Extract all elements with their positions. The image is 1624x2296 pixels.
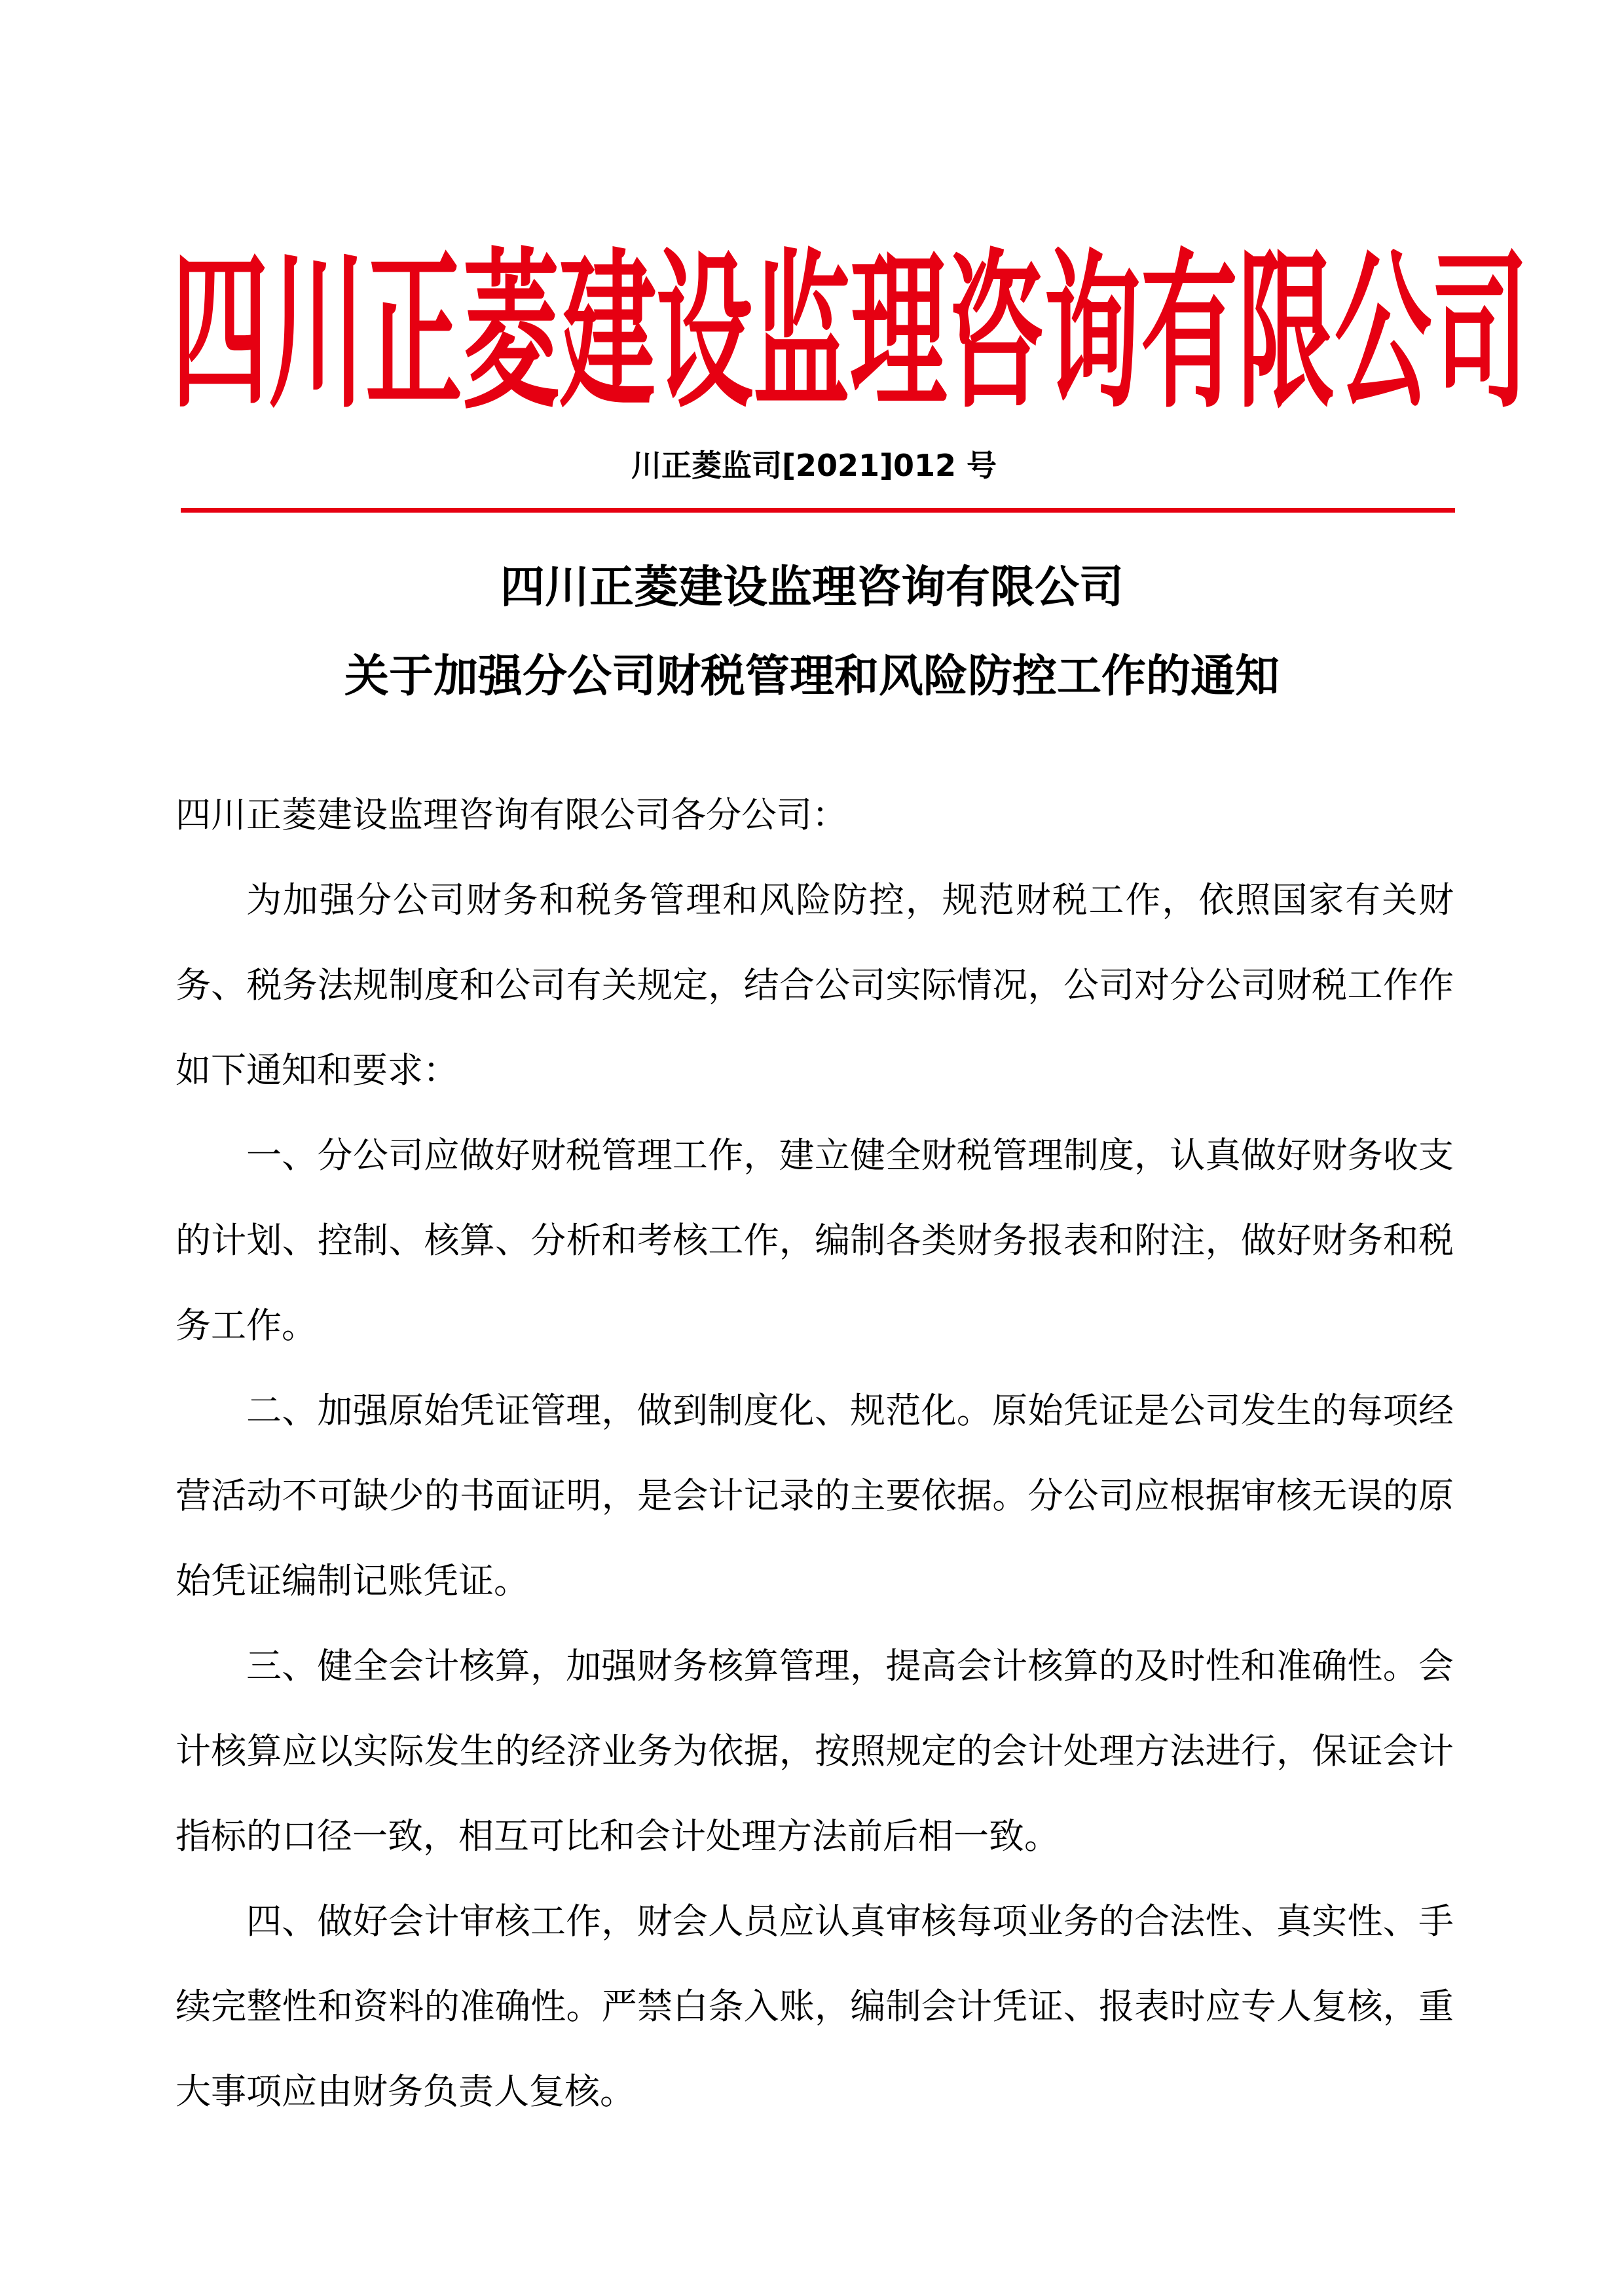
document-number: 川正菱监司[2021]012 号	[631, 448, 997, 483]
document-title-line-1: 四川正菱建设监理咨询有限公司	[500, 562, 1124, 613]
paragraph-item-1: 一、分公司应做好财税管理工作，建立健全财税管理制度，认真做好财务收支的计划、控制、核算、分析和考核工作，编制各类财务报表和附注，做好财务和税务工作。	[175, 1135, 1454, 1346]
paragraph-intro: 为加强分公司财务和税务管理和风险防控，规范财税工作，依照国家有关财务、税务法规制度和公司有关规定，结合公司实际情况，公司对分公司财税工作作如下通知和要求：	[175, 879, 1454, 1091]
letterhead-company-name: 四川正菱建设监理咨询有限公司	[172, 234, 1528, 431]
paragraph-item-4: 四、做好会计审核工作，财会人员应认真审核每项业务的合法性、真实性、手续完整性和资料的准确性。严禁白条入账，编制会计凭证、报表时应专人复核，重大事项应由财务负责人复核。	[175, 1901, 1454, 2112]
document-title-line-2: 关于加强分公司财税管理和风险防控工作的通知	[344, 651, 1280, 702]
letterhead-red-divider	[181, 508, 1455, 513]
paragraph-item-2: 二、加强原始凭证管理，做到制度化、规范化。原始凭证是公司发生的每项经营活动不可缺少的书面证明，是会计记录的主要依据。分公司应根据审核无误的原始凭证编制记账凭证。	[175, 1390, 1454, 1601]
paragraph-item-3: 三、健全会计核算，加强财务核算管理，提高会计核算的及时性和准确性。会计核算应以实际发生的经济业务为依据，按照规定的会计处理方法进行，保证会计指标的口径一致，相互可比和会计处理方法前后相一致。	[175, 1645, 1454, 1857]
document-body	[175, 773, 1454, 2134]
salutation: 四川正菱建设监理咨询有限公司各分公司：	[175, 794, 847, 835]
